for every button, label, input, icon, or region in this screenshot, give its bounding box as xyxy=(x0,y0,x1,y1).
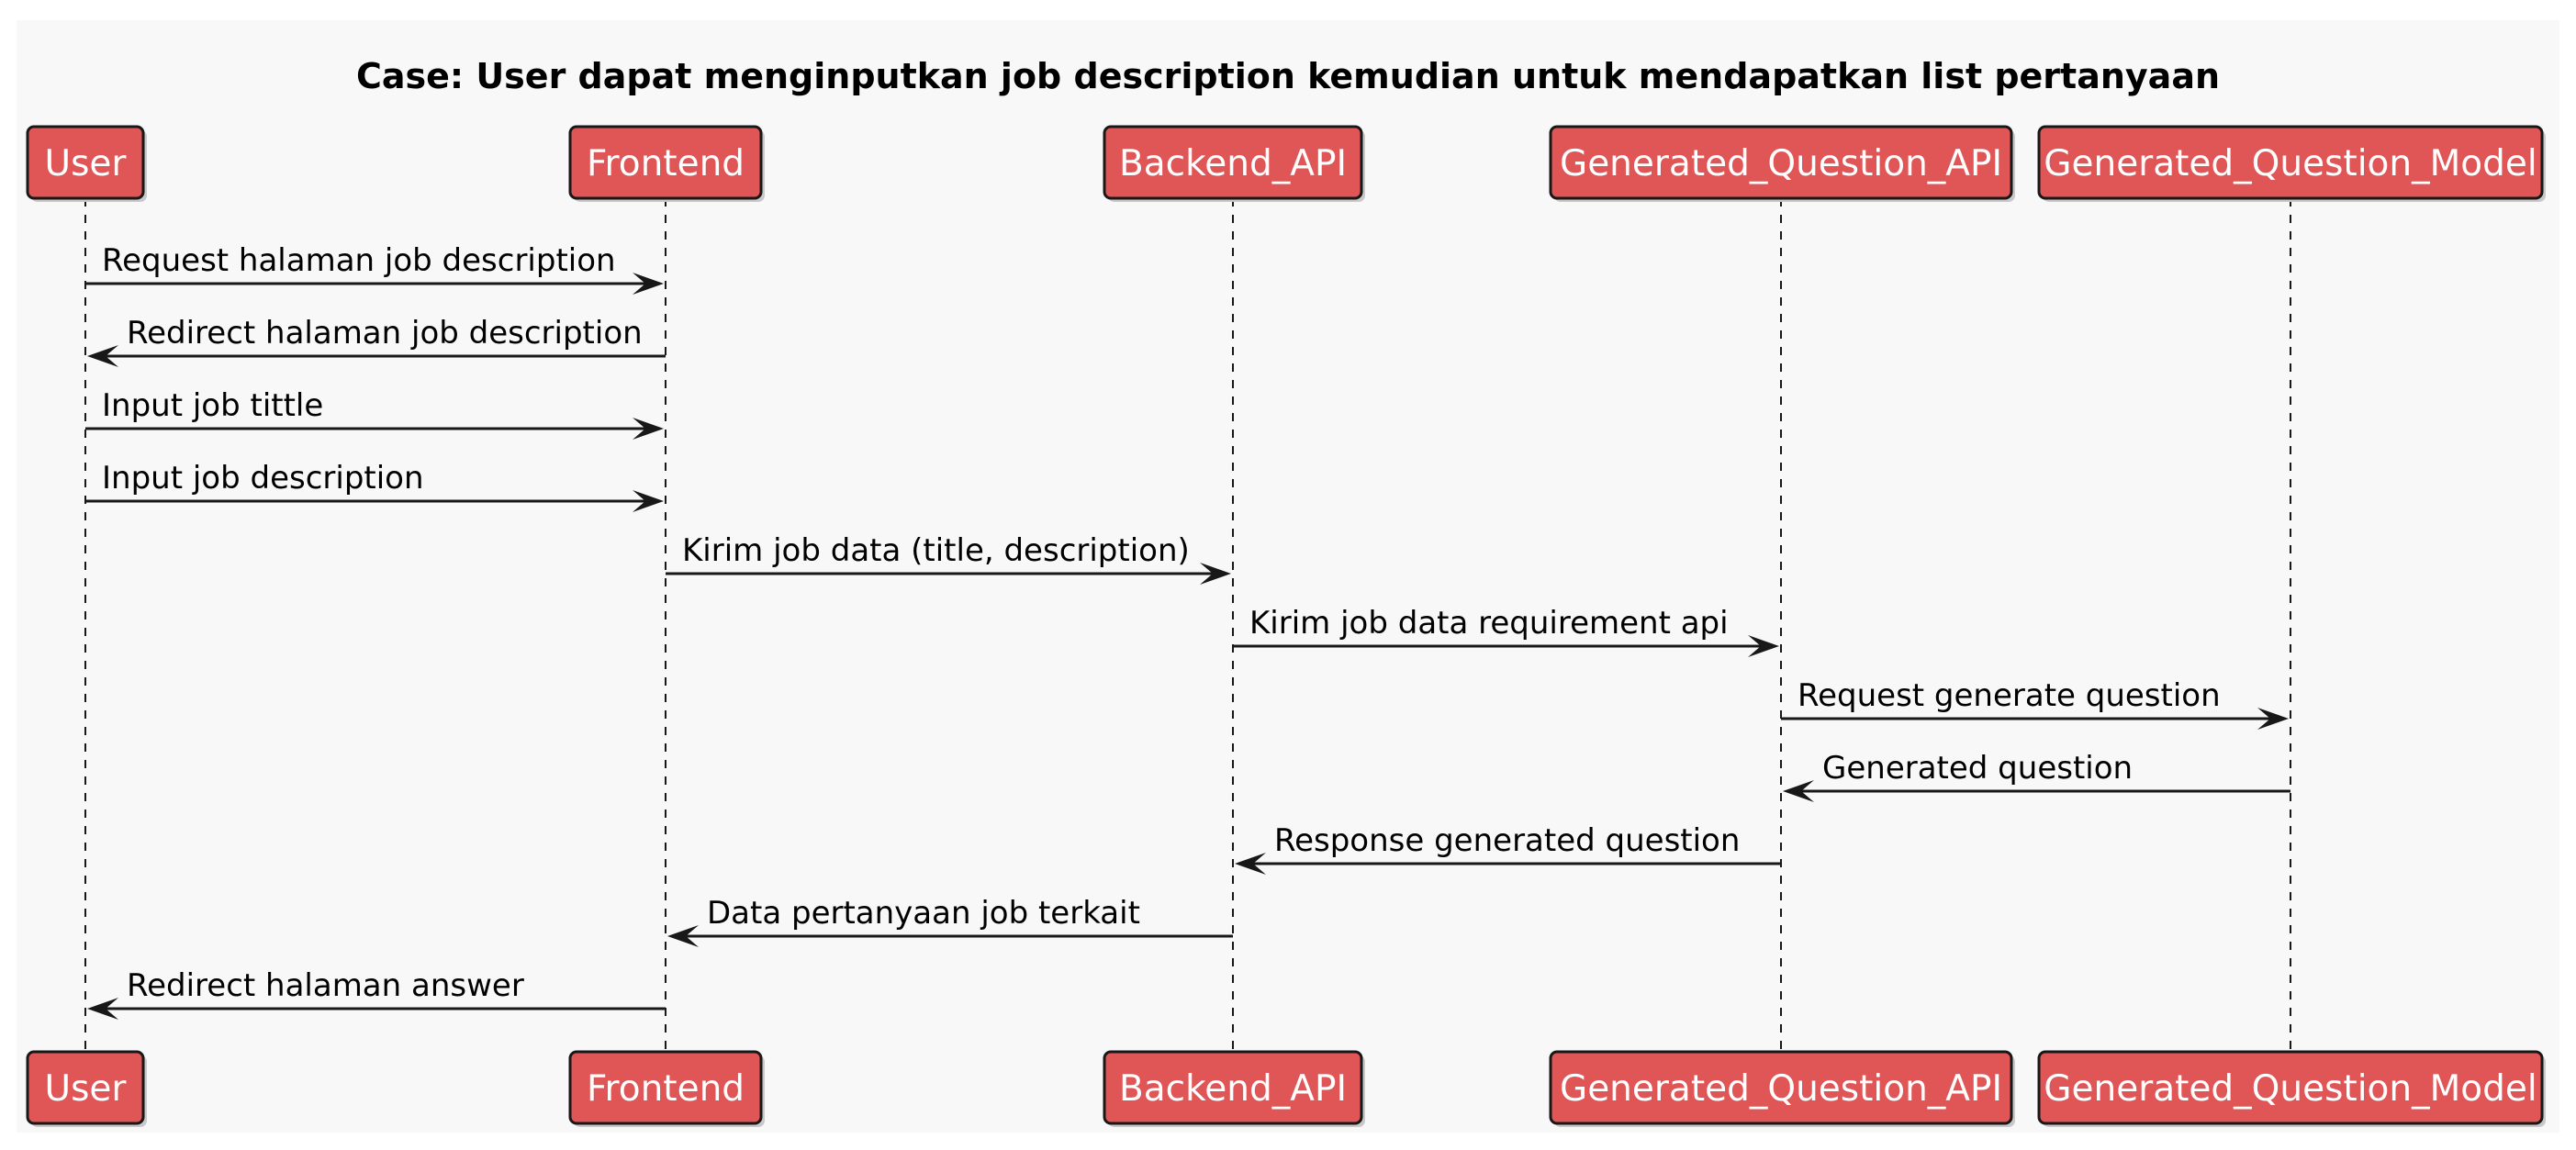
participant-backend-bottom xyxy=(1104,1052,1365,1127)
participant-gqapi-bottom xyxy=(1551,1052,2015,1127)
participant-frontend-bottom xyxy=(570,1052,765,1127)
participant-backend-top xyxy=(1104,127,1365,202)
message-label: Response generated question xyxy=(1274,822,1741,859)
message-label: Data pertanyaan job terkait xyxy=(707,895,1140,932)
message-label: Redirect halaman answer xyxy=(127,967,524,1004)
participant-label: Generated_Question_Model xyxy=(2044,143,2537,184)
message-label: Request halaman job description xyxy=(102,242,616,279)
diagram-title: Case: User dapat menginputkan job description kemudian untuk mendapatkan list pertanyaan xyxy=(355,56,2221,96)
message-label: Input job tittle xyxy=(102,387,324,424)
message-label: Redirect halaman job description xyxy=(127,315,643,352)
message-label: Kirim job data requirement api xyxy=(1249,605,1729,642)
participant-label: Backend_API xyxy=(1119,143,1347,184)
participant-label: User xyxy=(44,1068,127,1110)
participant-label: Frontend xyxy=(586,1068,745,1110)
message-label: Kirim job data (title, description) xyxy=(682,532,1190,569)
participant-label: User xyxy=(44,143,127,184)
message-label: Request generate question xyxy=(1798,677,2221,714)
participant-label: Backend_API xyxy=(1119,1068,1347,1110)
participant-gqmodel-bottom xyxy=(2039,1052,2546,1127)
participant-frontend-top xyxy=(570,127,765,202)
participant-user-top xyxy=(28,127,147,202)
participant-label: Generated_Question_API xyxy=(1559,143,2003,184)
participant-gqmodel-top xyxy=(2039,127,2546,202)
participant-label: Generated_Question_API xyxy=(1559,1068,2003,1110)
participant-label: Frontend xyxy=(586,143,745,184)
message-label: Input job description xyxy=(102,460,424,497)
participant-label: Generated_Question_Model xyxy=(2044,1068,2537,1110)
message-label: Generated question xyxy=(1822,750,2134,787)
participant-user-bottom xyxy=(28,1052,147,1127)
participant-gqapi-top xyxy=(1551,127,2015,202)
